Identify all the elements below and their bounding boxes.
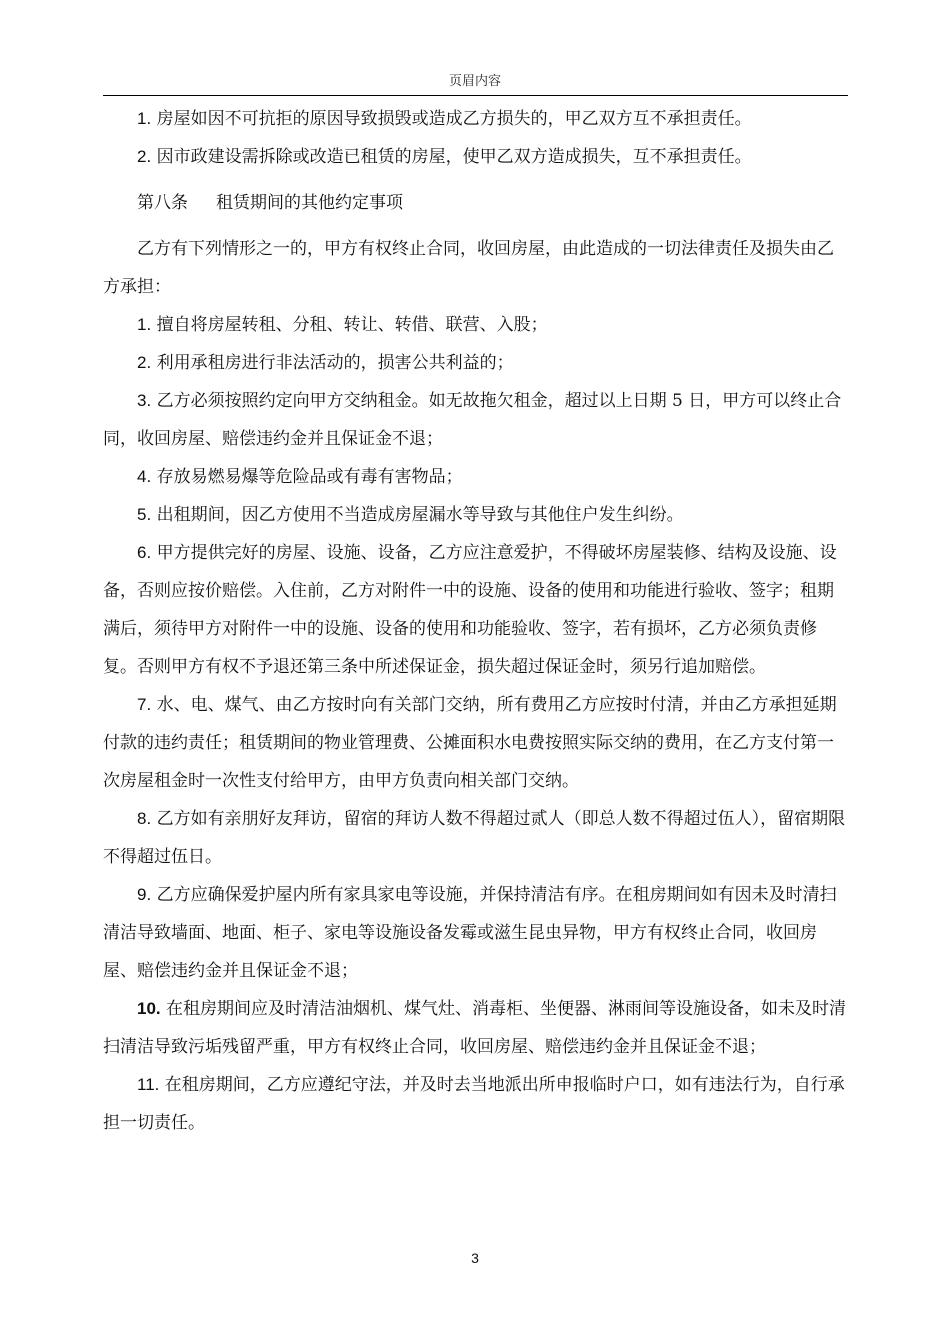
header-divider — [103, 95, 848, 96]
clause-number: 9. — [137, 885, 152, 904]
clause-item-4 — [103, 458, 848, 496]
clause-top-2 — [103, 138, 848, 176]
clause-text: 出租期间，因乙方使用不当造成房屋漏水等导致与其他住户发生纠纷。 — [156, 505, 684, 525]
document-body — [103, 100, 848, 1142]
clause-number: 10. — [137, 999, 161, 1018]
clause-number: 5. — [137, 505, 152, 524]
clause-text: 乙方应确保爱护屋内所有家具家电等设施，并保持清洁有序。在租房期间如有因未及时清扫清洁导致墙面、地面、柜子、家电等设施设备发霉或滋生昆虫异物，甲方有权终止合同，收回房屋、赔偿违约金并且保证金不退； — [103, 885, 837, 981]
clause-text: 利用承租房进行非法活动的，损害公共利益的； — [156, 353, 514, 373]
article-title: 租赁期间的其他约定事项 — [216, 193, 403, 213]
clause-item-10 — [103, 990, 848, 1066]
clause-number: 11. — [137, 1075, 160, 1094]
clause-number: 3. — [137, 391, 152, 410]
clause-item-8 — [103, 800, 848, 876]
clause-number: 8. — [137, 809, 152, 828]
clause-item-2 — [103, 344, 848, 382]
clause-text: 在租房期间，乙方应遵纪守法，并及时去当地派出所申报临时户口，如有违法行为，自行承担一切责任。 — [103, 1075, 845, 1133]
clause-item-7 — [103, 686, 848, 800]
clause-item-1 — [103, 306, 848, 344]
clause-number: 7. — [137, 695, 152, 714]
clause-number: 1. — [137, 315, 152, 334]
clause-text: 擅自将房屋转租、分租、转让、转借、联营、入股； — [156, 315, 548, 335]
clause-top-1 — [103, 100, 848, 138]
clause-text: 因市政建设需拆除或改造已租赁的房屋，使甲乙双方造成损失，互不承担责任。 — [156, 147, 752, 167]
page-number: 3 — [471, 1250, 479, 1266]
clause-text: 甲方提供完好的房屋、设施、设备，乙方应注意爱护，不得破坏房屋装修、结构及设施、设备，否则应按价赔偿。入住前，乙方对附件一中的设施、设备的使用和功能进行验收、签字；租期满后，须待甲方对附件一中的设施、设备的使用和功能验收、签字，若有损坏，乙方必须负责修复。否则甲方有权不予退还第三条中所述保证金，损失超过保证金时，须另行追加赔偿。 — [103, 543, 837, 677]
clause-number: 6. — [137, 543, 152, 562]
clause-number: 4. — [137, 467, 152, 486]
clause-item-9 — [103, 876, 848, 990]
clause-item-3 — [103, 382, 848, 458]
clause-text: 水、电、煤气、由乙方按时向有关部门交纳，所有费用乙方应按时付清，并由乙方承担延期付款的违约责任；租赁期间的物业管理费、公摊面积水电费按照实际交纳的费用，在乙方支付第一次房屋租金时一次性支付给甲方，由甲方负责向相关部门交纳。 — [103, 695, 837, 791]
intro-paragraph: 乙方有下列情形之一的，甲方有权终止合同，收回房屋，由此造成的一切法律责任及损失由乙方承担： — [103, 239, 834, 297]
clause-text: 房屋如因不可抗拒的原因导致损毁或造成乙方损失的，甲乙双方互不承担责任。 — [156, 109, 752, 129]
clause-item-11 — [103, 1066, 848, 1142]
clause-number: 2. — [137, 147, 152, 166]
clause-item-5 — [103, 496, 848, 534]
clause-text: 乙方如有亲朋好友拜访，留宿的拜访人数不得超过贰人（即总人数不得超过伍人），留宿期限不得超过伍日。 — [103, 809, 846, 867]
page-header: 页眉内容 — [448, 74, 501, 89]
article-label: 第八条 — [137, 193, 188, 213]
clause-text: 存放易燃易爆等危险品或有毒有害物品； — [156, 467, 463, 487]
clause-item-6 — [103, 534, 848, 686]
clause-number: 2. — [137, 353, 152, 372]
clause-text: 在租房期间应及时清洁油烟机、煤气灶、消毒柜、坐便器、淋雨间等设施设备，如未及时清扫清洁导致污垢残留严重，甲方有权终止合同，收回房屋、赔偿违约金并且保证金不退； — [103, 999, 847, 1057]
article-heading — [103, 176, 848, 230]
clause-number: 1. — [137, 109, 152, 128]
clause-text: 乙方必须按照约定向甲方交纳租金。如无故拖欠租金，超过以上日期 5 日，甲方可以终止合同，收回房屋、赔偿违约金并且保证金不退； — [103, 391, 842, 449]
